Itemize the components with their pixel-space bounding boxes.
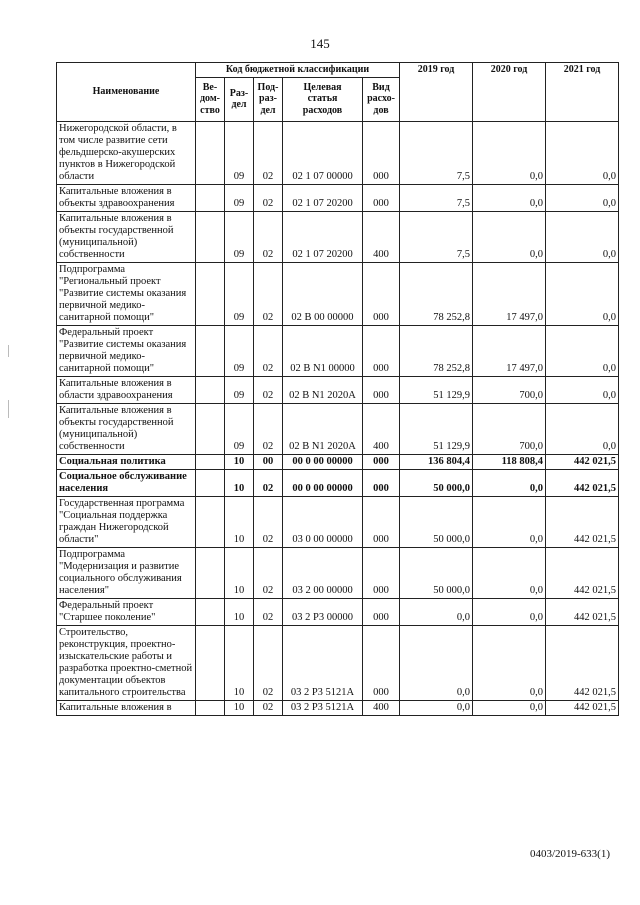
cell-2020: 0,0 bbox=[473, 211, 546, 262]
cell-2019: 7,5 bbox=[400, 211, 473, 262]
cell-2019: 7,5 bbox=[400, 184, 473, 211]
header-cs: Целевая статья расходов bbox=[283, 77, 363, 121]
cell-expense-type: 000 bbox=[363, 625, 400, 700]
cell-2020: 0,0 bbox=[473, 469, 546, 496]
cell-expense-type: 000 bbox=[363, 325, 400, 376]
cell-podrazdel: 02 bbox=[254, 403, 283, 454]
cell-podrazdel: 02 bbox=[254, 121, 283, 184]
cell-2019: 0,0 bbox=[400, 625, 473, 700]
cell-razdel: 09 bbox=[225, 262, 254, 325]
cell-podrazdel: 02 bbox=[254, 547, 283, 598]
cell-2019: 50 000,0 bbox=[400, 547, 473, 598]
cell-razdel: 09 bbox=[225, 325, 254, 376]
cell-name: Капитальные вложения в bbox=[57, 700, 196, 715]
cell-ved bbox=[196, 211, 225, 262]
cell-name: Федеральный проект "Старшее поколение" bbox=[57, 598, 196, 625]
cell-expense-type: 000 bbox=[363, 496, 400, 547]
cell-podrazdel: 02 bbox=[254, 598, 283, 625]
table-row bbox=[57, 469, 619, 496]
header-2021: 2021 год bbox=[546, 63, 619, 122]
cell-2020: 0,0 bbox=[473, 598, 546, 625]
page-number: 145 bbox=[310, 36, 330, 51]
cell-2019: 51 129,9 bbox=[400, 376, 473, 403]
cell-podrazdel: 02 bbox=[254, 469, 283, 496]
cell-razdel: 10 bbox=[225, 454, 254, 469]
cell-name: Социальное обслуживание населения bbox=[57, 469, 196, 496]
cell-ved bbox=[196, 625, 225, 700]
header-vr: Вид расхо- дов bbox=[363, 77, 400, 121]
cell-2021: 0,0 bbox=[546, 121, 619, 184]
cell-2020: 17 497,0 bbox=[473, 325, 546, 376]
cell-name: Социальная политика bbox=[57, 454, 196, 469]
table-row bbox=[57, 121, 619, 184]
cell-podrazdel: 02 bbox=[254, 496, 283, 547]
cell-name: Строительство, реконструкция, проектно-изыскательские работы и разработка проектно-сметной документации объектов капитального строительства bbox=[57, 625, 196, 700]
cell-ved bbox=[196, 121, 225, 184]
cell-name: Капитальные вложения в объекты здравоохранения bbox=[57, 184, 196, 211]
cell-2021: 0,0 bbox=[546, 211, 619, 262]
cell-expense-type: 000 bbox=[363, 376, 400, 403]
cell-2021: 442 021,5 bbox=[546, 469, 619, 496]
cell-ved bbox=[196, 547, 225, 598]
cell-2021: 442 021,5 bbox=[546, 496, 619, 547]
header-ved: Ве- дом- ство bbox=[196, 77, 225, 121]
cell-ved bbox=[196, 376, 225, 403]
cell-razdel: 10 bbox=[225, 625, 254, 700]
document-code: 0403/2019-633(1) bbox=[529, 848, 610, 860]
cell-target-article: 02 В 00 00000 bbox=[283, 262, 363, 325]
cell-podrazdel: 00 bbox=[254, 454, 283, 469]
cell-2019: 7,5 bbox=[400, 121, 473, 184]
header-row-1 bbox=[57, 63, 619, 78]
scan-artifact-mark bbox=[8, 345, 9, 357]
table-row bbox=[57, 376, 619, 403]
cell-name: Капитальные вложения в объекты государственной (муниципальной) собственности bbox=[57, 211, 196, 262]
cell-2021: 442 021,5 bbox=[546, 625, 619, 700]
cell-2021: 442 021,5 bbox=[546, 547, 619, 598]
budget-table bbox=[56, 62, 619, 716]
cell-2021: 0,0 bbox=[546, 403, 619, 454]
table-row bbox=[57, 598, 619, 625]
cell-ved bbox=[196, 403, 225, 454]
table-row bbox=[57, 262, 619, 325]
cell-target-article: 02 1 07 20200 bbox=[283, 184, 363, 211]
cell-expense-type: 400 bbox=[363, 211, 400, 262]
cell-razdel: 10 bbox=[225, 469, 254, 496]
cell-target-article: 03 2 P3 00000 bbox=[283, 598, 363, 625]
cell-podrazdel: 02 bbox=[254, 262, 283, 325]
cell-2020: 700,0 bbox=[473, 376, 546, 403]
table-row bbox=[57, 496, 619, 547]
cell-target-article: 00 0 00 00000 bbox=[283, 454, 363, 469]
cell-2020: 0,0 bbox=[473, 121, 546, 184]
table-row bbox=[57, 454, 619, 469]
cell-2020: 0,0 bbox=[473, 625, 546, 700]
cell-podrazdel: 02 bbox=[254, 211, 283, 262]
cell-ved bbox=[196, 700, 225, 715]
cell-name: Федеральный проект "Развитие системы оказания первичной медико-санитарной помощи" bbox=[57, 325, 196, 376]
cell-expense-type: 400 bbox=[363, 700, 400, 715]
header-name: Наименование bbox=[57, 63, 196, 122]
cell-2020: 0,0 bbox=[473, 184, 546, 211]
table-row bbox=[57, 547, 619, 598]
cell-2021: 442 021,5 bbox=[546, 454, 619, 469]
cell-2019: 136 804,4 bbox=[400, 454, 473, 469]
cell-podrazdel: 02 bbox=[254, 184, 283, 211]
cell-razdel: 09 bbox=[225, 211, 254, 262]
cell-name: Капитальные вложения в области здравоохранения bbox=[57, 376, 196, 403]
cell-expense-type: 000 bbox=[363, 469, 400, 496]
cell-2021: 442 021,5 bbox=[546, 700, 619, 715]
cell-ved bbox=[196, 496, 225, 547]
cell-razdel: 10 bbox=[225, 700, 254, 715]
cell-razdel: 09 bbox=[225, 184, 254, 211]
cell-ved bbox=[196, 262, 225, 325]
cell-podrazdel: 02 bbox=[254, 325, 283, 376]
cell-name: Государственная программа "Социальная поддержка граждан Нижегородской области" bbox=[57, 496, 196, 547]
cell-podrazdel: 02 bbox=[254, 625, 283, 700]
cell-expense-type: 000 bbox=[363, 184, 400, 211]
cell-2021: 0,0 bbox=[546, 376, 619, 403]
cell-target-article: 02 1 07 00000 bbox=[283, 121, 363, 184]
cell-2019: 78 252,8 bbox=[400, 262, 473, 325]
cell-podrazdel: 02 bbox=[254, 700, 283, 715]
cell-expense-type: 000 bbox=[363, 121, 400, 184]
table-row bbox=[57, 403, 619, 454]
table-row bbox=[57, 625, 619, 700]
cell-2021: 0,0 bbox=[546, 325, 619, 376]
cell-2020: 0,0 bbox=[473, 496, 546, 547]
cell-2019: 50 000,0 bbox=[400, 469, 473, 496]
cell-expense-type: 400 bbox=[363, 403, 400, 454]
cell-razdel: 10 bbox=[225, 547, 254, 598]
cell-target-article: 02 1 07 20200 bbox=[283, 211, 363, 262]
table-row bbox=[57, 325, 619, 376]
cell-2019: 50 000,0 bbox=[400, 496, 473, 547]
cell-2019: 0,0 bbox=[400, 700, 473, 715]
cell-target-article: 03 2 00 00000 bbox=[283, 547, 363, 598]
cell-2020: 700,0 bbox=[473, 403, 546, 454]
cell-ved bbox=[196, 469, 225, 496]
header-2019: 2019 год bbox=[400, 63, 473, 122]
cell-expense-type: 000 bbox=[363, 262, 400, 325]
header-podrazdel: Под- раз- дел bbox=[254, 77, 283, 121]
cell-2020: 17 497,0 bbox=[473, 262, 546, 325]
table-row bbox=[57, 184, 619, 211]
cell-2020: 118 808,4 bbox=[473, 454, 546, 469]
cell-2019: 51 129,9 bbox=[400, 403, 473, 454]
cell-2021: 0,0 bbox=[546, 184, 619, 211]
cell-razdel: 10 bbox=[225, 598, 254, 625]
cell-2021: 0,0 bbox=[546, 262, 619, 325]
table-row bbox=[57, 700, 619, 715]
cell-target-article: 00 0 00 00000 bbox=[283, 469, 363, 496]
cell-expense-type: 000 bbox=[363, 547, 400, 598]
cell-target-article: 02 В N1 00000 bbox=[283, 325, 363, 376]
cell-name: Капитальные вложения в объекты государственной (муниципальной) собственности bbox=[57, 403, 196, 454]
cell-target-article: 02 В N1 2020A bbox=[283, 376, 363, 403]
cell-ved bbox=[196, 454, 225, 469]
header-2020: 2020 год bbox=[473, 63, 546, 122]
cell-razdel: 10 bbox=[225, 496, 254, 547]
cell-expense-type: 000 bbox=[363, 454, 400, 469]
cell-ved bbox=[196, 598, 225, 625]
cell-razdel: 09 bbox=[225, 403, 254, 454]
cell-target-article: 03 2 P3 5121A bbox=[283, 625, 363, 700]
cell-2020: 0,0 bbox=[473, 547, 546, 598]
cell-target-article: 03 0 00 00000 bbox=[283, 496, 363, 547]
cell-2020: 0,0 bbox=[473, 700, 546, 715]
cell-2019: 0,0 bbox=[400, 598, 473, 625]
table-row bbox=[57, 211, 619, 262]
cell-target-article: 03 2 P3 5121A bbox=[283, 700, 363, 715]
table-body bbox=[57, 121, 619, 715]
cell-razdel: 09 bbox=[225, 376, 254, 403]
header-razdel: Раз- дел bbox=[225, 77, 254, 121]
scan-artifact-mark bbox=[8, 400, 9, 418]
header-kbk: Код бюджетной классификации bbox=[196, 63, 400, 78]
cell-2019: 78 252,8 bbox=[400, 325, 473, 376]
cell-target-article: 02 В N1 2020A bbox=[283, 403, 363, 454]
cell-podrazdel: 02 bbox=[254, 376, 283, 403]
cell-name: Подпрограмма "Модернизация и развитие социального обслуживания населения" bbox=[57, 547, 196, 598]
cell-name: Нижегородской области, в том числе развитие сети фельдшерско-акушерских пунктов в Нижегородской области bbox=[57, 121, 196, 184]
cell-ved bbox=[196, 184, 225, 211]
cell-razdel: 09 bbox=[225, 121, 254, 184]
cell-ved bbox=[196, 325, 225, 376]
cell-expense-type: 000 bbox=[363, 598, 400, 625]
cell-2021: 442 021,5 bbox=[546, 598, 619, 625]
cell-name: Подпрограмма "Региональный проект "Развитие системы оказания первичной медико-санитарной помощи" bbox=[57, 262, 196, 325]
